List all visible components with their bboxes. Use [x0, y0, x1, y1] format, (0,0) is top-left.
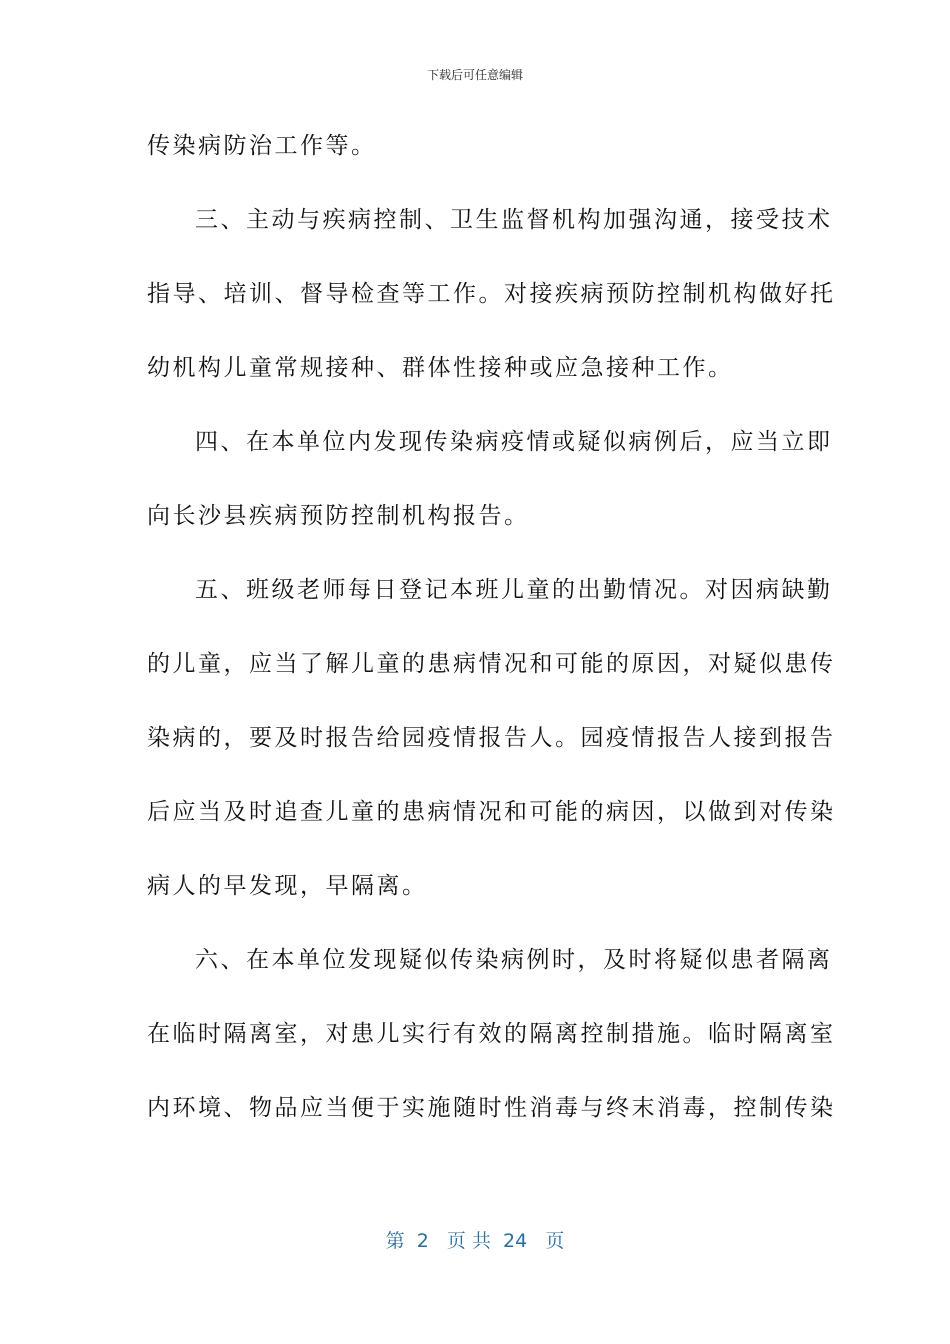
body-line: 内环境、物品应当便于实施随时性消毒与终末消毒，控制传染 [147, 1095, 836, 1121]
document-body [147, 128, 836, 1164]
body-line: 四、在本单位内发现传染病疫情或疑似病例后，应当立即 [195, 429, 833, 455]
body-line: 六、在本单位发现疑似传染病例时，及时将疑似患者隔离 [195, 947, 833, 973]
body-line: 幼机构儿童常规接种、群体性接种或应急接种工作。 [147, 355, 734, 381]
body-line: 五、班级老师每日登记本班儿童的出勤情况。对因病缺勤 [195, 577, 833, 603]
body-line: 指导、培训、督导检查等工作。对接疾病预防控制机构做好托 [147, 281, 836, 307]
body-line: 在临时隔离室，对患儿实行有效的隔离控制措施。临时隔离室 [147, 1021, 836, 1047]
body-line: 的儿童，应当了解儿童的患病情况和可能的原因，对疑似患传 [147, 651, 836, 677]
body-line: 病人的早发现，早隔离。 [147, 873, 428, 899]
body-line: 向长沙县疾病预防控制机构报告。 [147, 503, 530, 529]
header-note: 下载后可任意编辑 [426, 68, 523, 82]
body-line: 后应当及时追查儿童的患病情况和可能的病因，以做到对传染 [147, 799, 836, 825]
body-line: 传染病防治工作等。 [147, 133, 377, 159]
body-line: 三、主动与疾病控制、卫生监督机构加强沟通，接受技术 [195, 207, 833, 233]
page-number-footer: 第 2 页 共 24 页 [385, 1230, 565, 1252]
body-line: 染病的，要及时报告给园疫情报告人。园疫情报告人接到报告 [147, 725, 836, 751]
